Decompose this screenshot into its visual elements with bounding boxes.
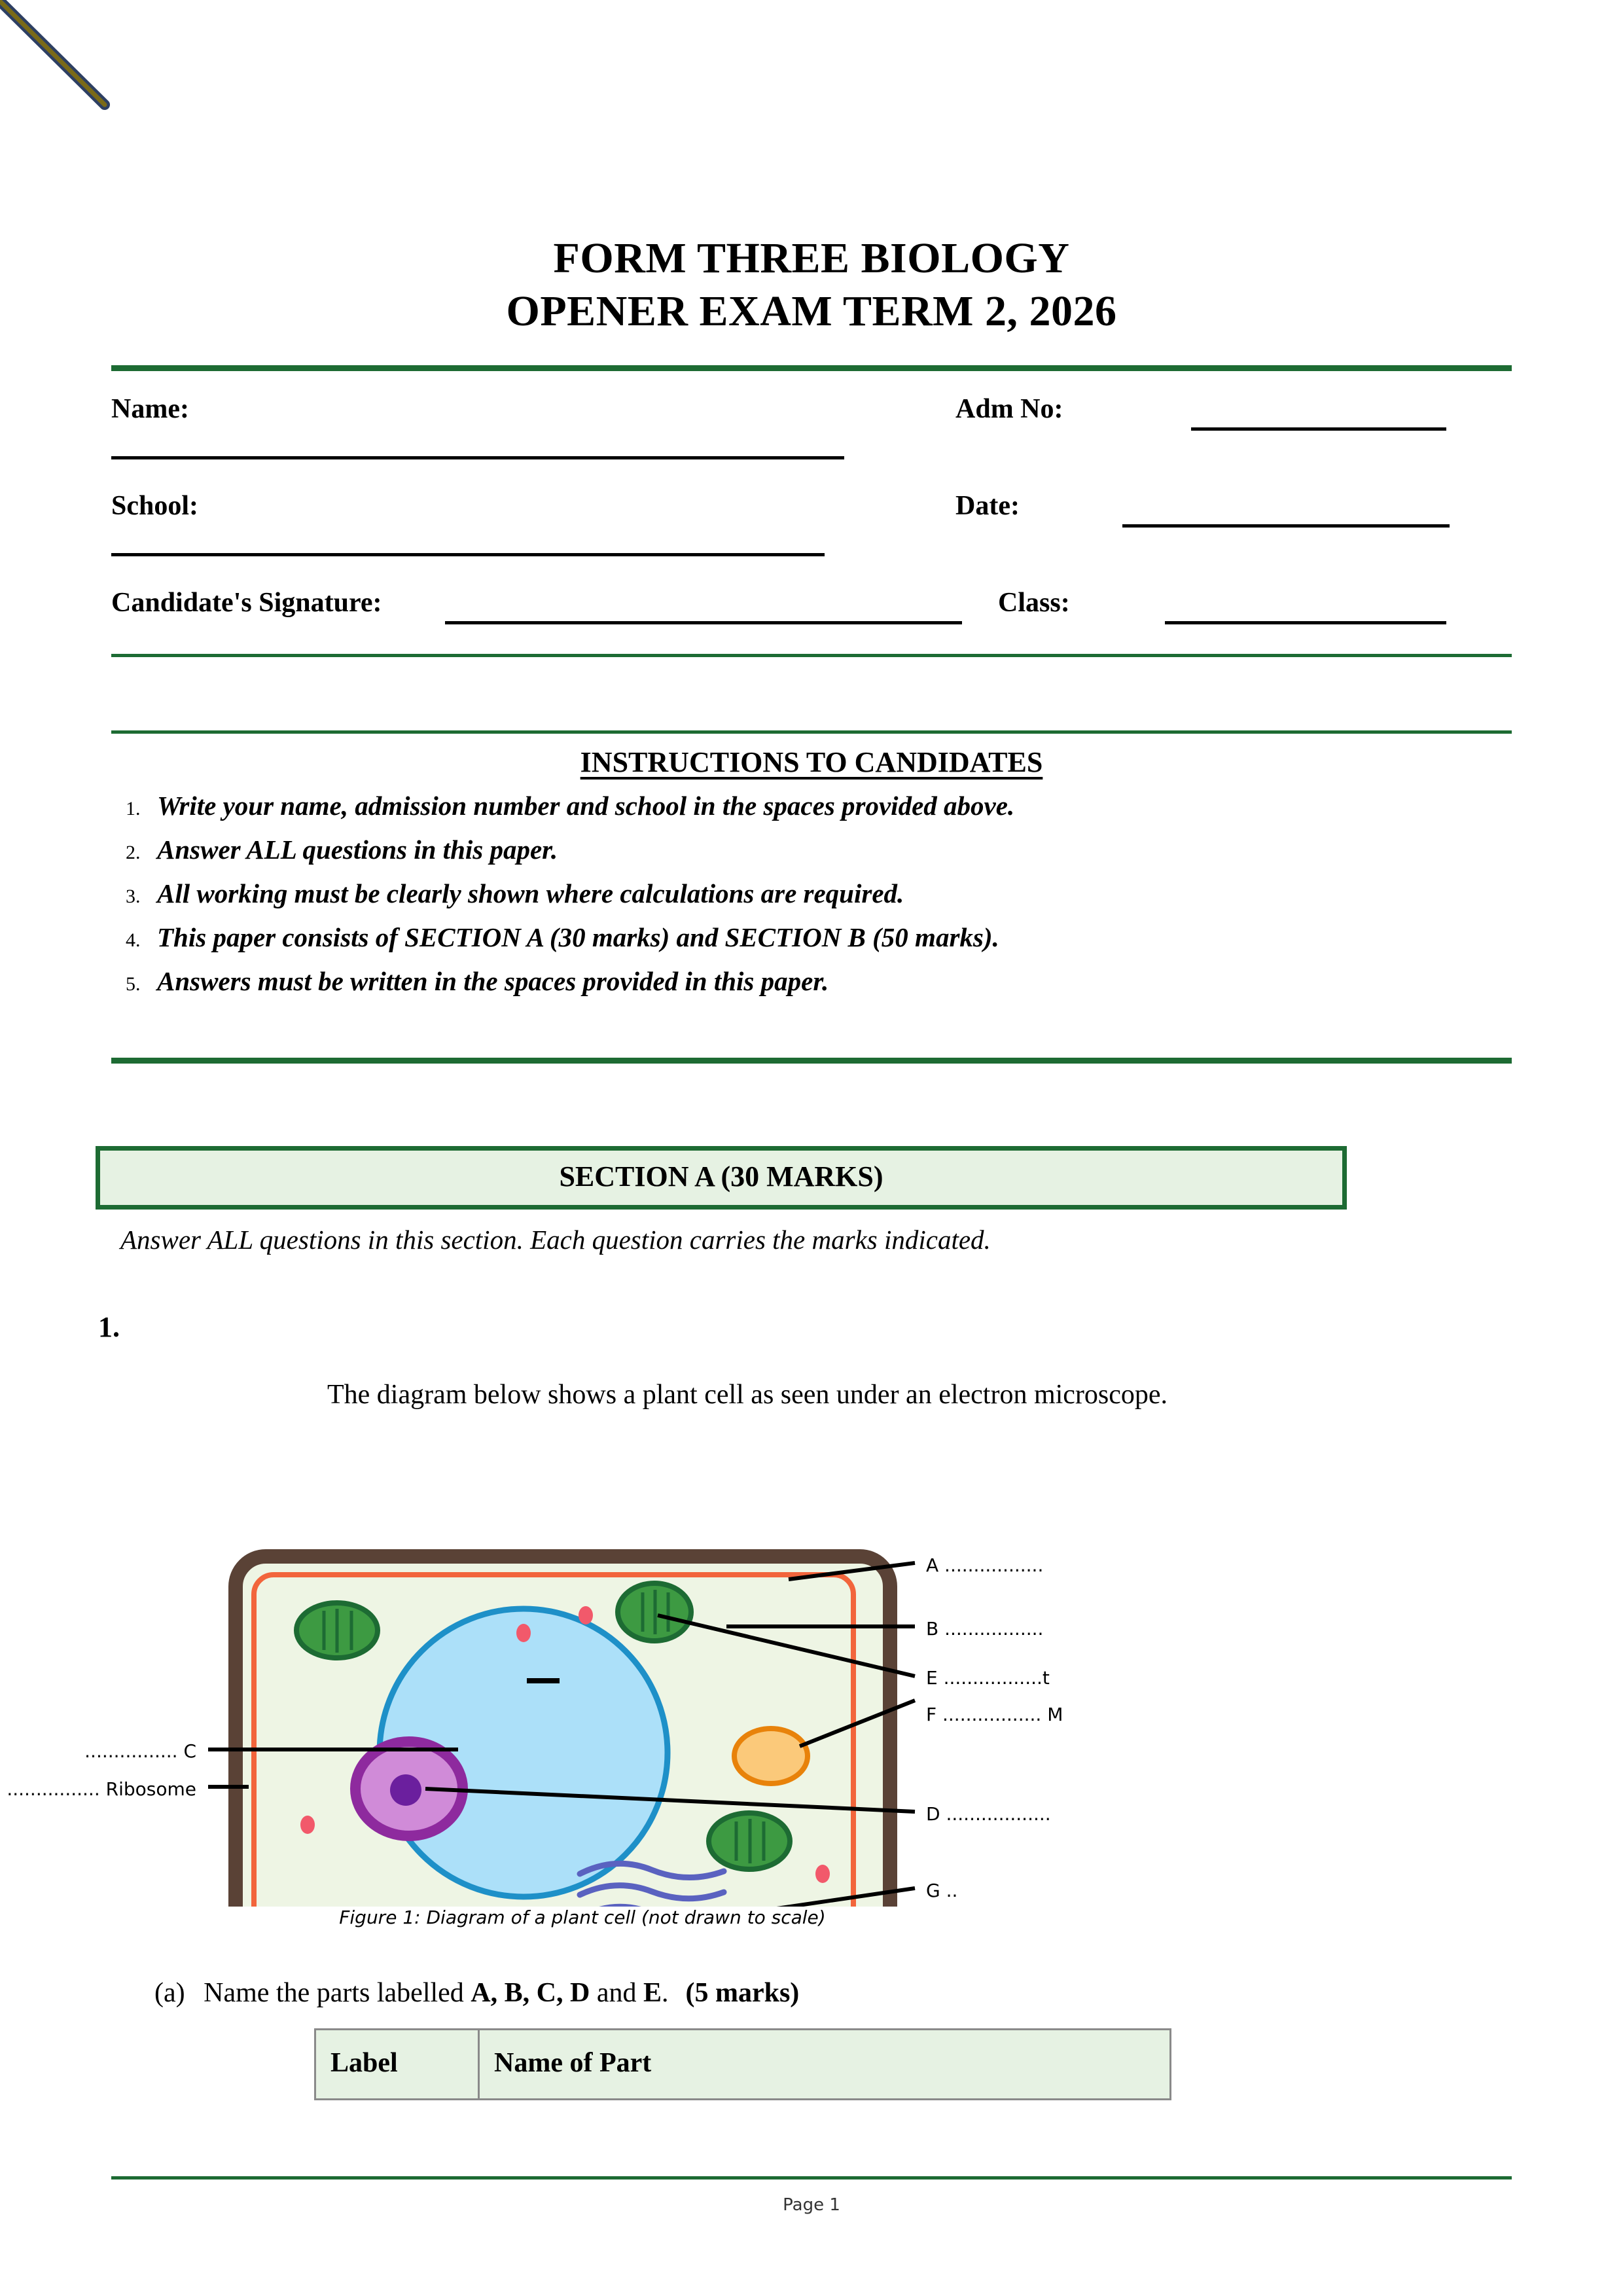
- title-line-1: FORM THREE BIOLOGY: [553, 234, 1070, 282]
- question-1a-text-mid: and: [590, 1977, 643, 2008]
- instructions-list: [111, 784, 1512, 1003]
- question-1a-marker: (a): [154, 1977, 185, 2008]
- signature-label: Candidate's Signature:: [111, 588, 382, 619]
- diagram-label-c: ................ C: [84, 1740, 196, 1762]
- diagram-label-a: A .................: [926, 1554, 1044, 1576]
- question-1a-bold-last: E: [643, 1977, 662, 2008]
- details-bottom-rule: [111, 654, 1512, 657]
- instruction-text-3: All working must be clearly shown where calculations are required.: [157, 878, 904, 909]
- section-a-subtitle: Answer ALL questions in this section. Each question carries the marks indicated.: [120, 1224, 991, 1255]
- instructions-bottom-rule: [111, 1058, 1512, 1064]
- figure-caption: Figure 1: Diagram of a plant cell (not drawn to scale): [339, 1906, 826, 1928]
- question-1-number: 1.: [98, 1310, 120, 1343]
- instruction-item-4: [126, 916, 1512, 960]
- school-label: School:: [111, 491, 199, 522]
- section-a-block: [111, 1146, 1512, 1255]
- question-1a-text-after: .: [661, 1977, 669, 2008]
- instruction-item-1: [126, 784, 1512, 828]
- page-title: [111, 232, 1512, 338]
- instruction-number-5: 5.: [126, 973, 141, 996]
- instruction-number-2: 2.: [126, 842, 141, 864]
- ribosome-dot-4: [815, 1865, 830, 1883]
- adm-no-input-line[interactable]: [1191, 427, 1446, 431]
- nucleolus-shape: [390, 1774, 421, 1806]
- ribosome-dot-2: [579, 1606, 593, 1624]
- table-col-name-of-part: Name of Part: [479, 2029, 1171, 2099]
- instruction-text-2: Answer ALL questions in this paper.: [157, 834, 558, 865]
- instruction-item-5: [126, 960, 1512, 1003]
- date-input-line[interactable]: [1122, 524, 1450, 528]
- candidate-details: [111, 371, 1512, 654]
- signature-input-line[interactable]: [445, 621, 962, 624]
- instruction-text-4: This paper consists of SECTION A (30 marks) and SECTION B (50 marks).: [157, 922, 999, 953]
- instructions-block: [111, 730, 1512, 1063]
- table-col-label: Label: [315, 2029, 479, 2099]
- question-1a-bold-labels: A, B, C, D: [471, 1977, 590, 2008]
- diagram-label-d: D ..................: [926, 1803, 1051, 1825]
- diagram-label-ribosome: ................ Ribosome: [7, 1778, 196, 1800]
- details-row-name: [111, 393, 1512, 490]
- instruction-item-3: [126, 872, 1512, 916]
- instruction-number-3: 3.: [126, 886, 141, 908]
- title-line-2: OPENER EXAM TERM 2, 2026: [506, 287, 1117, 335]
- chloroplast-1: [296, 1603, 378, 1658]
- instruction-item-2: [126, 828, 1512, 872]
- vesicle-shape: [734, 1729, 808, 1784]
- ribosome-dot-3: [300, 1816, 315, 1834]
- instructions-heading: INSTRUCTIONS TO CANDIDATES: [580, 746, 1043, 779]
- diagram-label-g: G ..: [926, 1879, 958, 1901]
- section-a-banner-label: SECTION A (30 MARKS): [559, 1160, 883, 1193]
- name-label: Name:: [111, 394, 189, 425]
- plant-cell-figure: [7, 1422, 1512, 1946]
- page-content: [7, 0, 1512, 2100]
- page-footer: [111, 2176, 1512, 2215]
- question-1a-marks: (5 marks): [685, 1977, 800, 2008]
- plant-cell-diagram-svg: [0, 1422, 1512, 1907]
- chloroplast-3: [709, 1813, 790, 1869]
- details-row-signature: [111, 587, 1512, 650]
- question-1a: [154, 1977, 1512, 2009]
- class-input-line[interactable]: [1165, 621, 1446, 624]
- name-input-line[interactable]: [111, 456, 844, 459]
- instruction-text-1: Write your name, admission number and school in the spaces provided above.: [157, 791, 1015, 821]
- question-1a-text-before: Name the parts labelled: [204, 1977, 471, 2008]
- section-a-banner: [96, 1146, 1347, 1210]
- instruction-number-1: 1.: [126, 798, 141, 820]
- class-label: Class:: [998, 588, 1070, 619]
- ribosome-dot-1: [516, 1624, 531, 1642]
- diagram-label-b: B .................: [926, 1617, 1044, 1640]
- chloroplast-2: [618, 1583, 691, 1641]
- instructions-spacer: [111, 1004, 1512, 1058]
- details-top-rule: [111, 365, 1512, 371]
- school-input-line[interactable]: [111, 553, 825, 556]
- instruction-text-5: Answers must be written in the spaces provided in this paper.: [157, 966, 829, 997]
- diagram-label-e: E .................t: [926, 1666, 1050, 1689]
- footer-page-number: Page 1: [783, 2195, 840, 2215]
- table-header-row: [315, 2029, 1171, 2099]
- question-1-stem: The diagram below shows a plant cell as seen under an electron microscope.: [327, 1379, 1168, 1410]
- adm-no-label: Adm No:: [955, 394, 1063, 425]
- details-row-school: [111, 490, 1512, 587]
- answer-table: [314, 2028, 1171, 2100]
- diagram-label-f: F ................. M: [926, 1703, 1063, 1725]
- instruction-number-4: 4.: [126, 929, 141, 952]
- date-label: Date:: [955, 491, 1020, 522]
